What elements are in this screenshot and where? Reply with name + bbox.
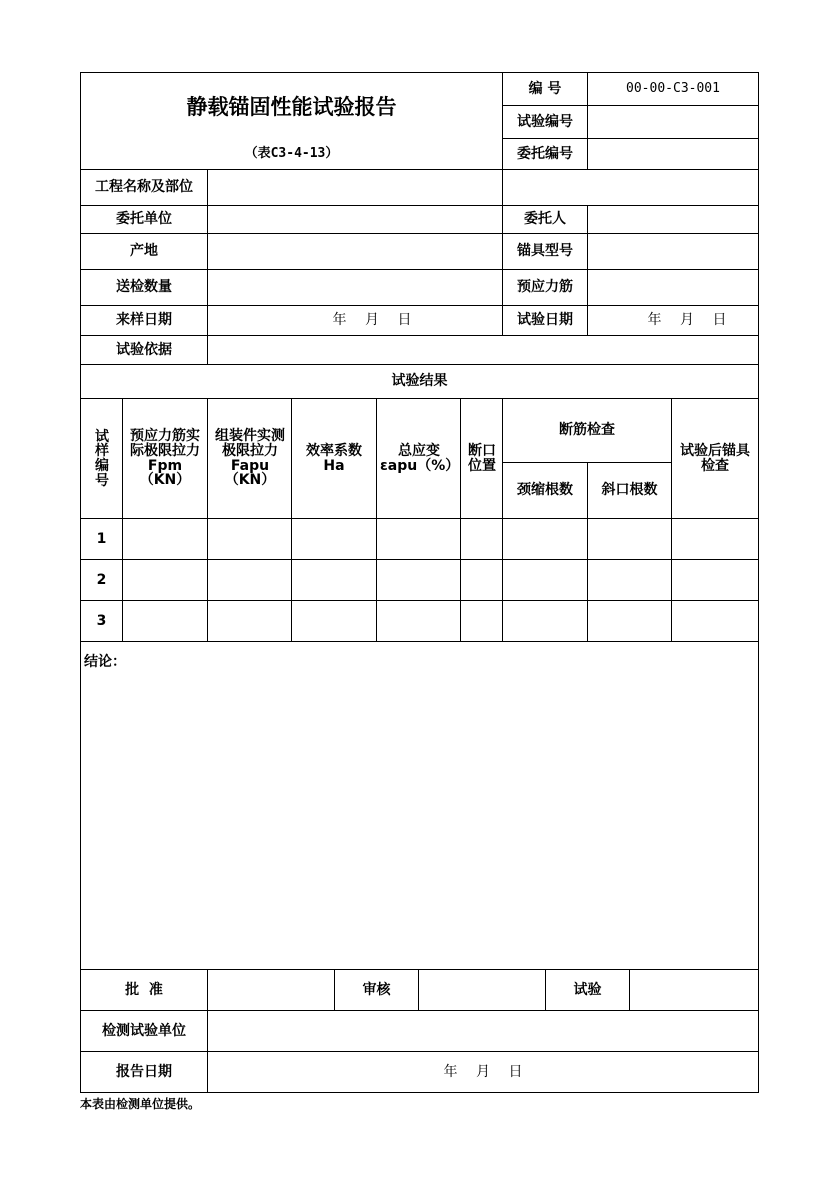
form-code: （表C3-4-13） [244, 146, 339, 162]
serial-value: 00-00-C3-001 [626, 81, 720, 97]
col-fapu: 组装件实测极限拉力Fapu（KN） [215, 428, 285, 489]
col-neck-count: 颈缩根数 [517, 482, 573, 499]
project-field[interactable] [208, 170, 502, 205]
anchor-model-label: 锚具型号 [517, 243, 573, 260]
col-bevel-count: 斜口根数 [601, 482, 658, 499]
test-no-field[interactable] [588, 106, 758, 138]
conclusion-label: 结论： [84, 653, 126, 670]
col-break-position: 断口位置 [468, 442, 496, 474]
basis-field[interactable] [208, 336, 758, 364]
row-label-3: 3 [96, 612, 107, 629]
project-label: 工程名称及部位 [95, 179, 193, 196]
serial-label: 编 号 [528, 80, 562, 97]
sampling-date-label: 来样日期 [116, 312, 172, 329]
tester-label: 试验 [573, 981, 602, 998]
tendon-label: 预应力筋 [517, 279, 573, 296]
origin-label: 产地 [130, 243, 158, 260]
col-strain: 总应变εapu（%） [380, 442, 460, 474]
client-unit-label: 委托单位 [116, 211, 172, 228]
test-unit-field[interactable] [208, 1011, 758, 1051]
review-label: 审核 [362, 981, 391, 998]
row-label-1: 1 [96, 530, 107, 547]
table-row[interactable] [123, 601, 758, 641]
test-unit-label: 检测试验单位 [102, 1022, 186, 1039]
test-date-label: 试验日期 [517, 312, 573, 329]
approve-label: 批 准 [125, 981, 163, 998]
entrust-no-label: 委托编号 [517, 145, 573, 162]
anchor-model-field[interactable] [588, 234, 758, 269]
tester-field[interactable] [630, 970, 758, 1010]
client-unit-field[interactable] [208, 206, 502, 233]
client-label: 委托人 [524, 211, 566, 228]
approve-field[interactable] [208, 970, 334, 1010]
col-after-check: 试验后锚具检查 [680, 442, 750, 474]
test-date-field[interactable]: 年 月 日 [647, 312, 727, 329]
page-title: 静载锚固性能试验报告 [186, 94, 397, 119]
table-row[interactable] [123, 519, 758, 559]
row-label-2: 2 [96, 571, 107, 588]
tendon-field[interactable] [588, 270, 758, 305]
footnote: 本表由检测单位提供。 [80, 1096, 201, 1111]
col-efficiency: 效率系数Ha [306, 442, 362, 474]
client-field[interactable] [588, 206, 758, 233]
conclusion-field[interactable] [81, 674, 758, 968]
col-fpm: 预应力筋实际极限拉力Fpm（KN） [130, 428, 200, 489]
review-field[interactable] [419, 970, 545, 1010]
sampling-date-field[interactable]: 年 月 日 [332, 312, 412, 329]
origin-field[interactable] [208, 234, 502, 269]
report-date-field[interactable]: 年 月 日 [443, 1063, 523, 1080]
quantity-label: 送检数量 [116, 279, 172, 296]
col-break-check: 断筋检查 [559, 422, 615, 439]
project-extra-field[interactable] [503, 170, 758, 205]
col-sample-no: 试样编号 [95, 428, 109, 489]
results-title: 试验结果 [391, 373, 448, 390]
quantity-field[interactable] [208, 270, 502, 305]
basis-label: 试验依据 [116, 341, 172, 358]
report-date-label: 报告日期 [116, 1063, 172, 1080]
table-row[interactable] [123, 560, 758, 600]
entrust-no-field[interactable] [588, 139, 758, 169]
test-no-label: 试验编号 [517, 113, 573, 130]
